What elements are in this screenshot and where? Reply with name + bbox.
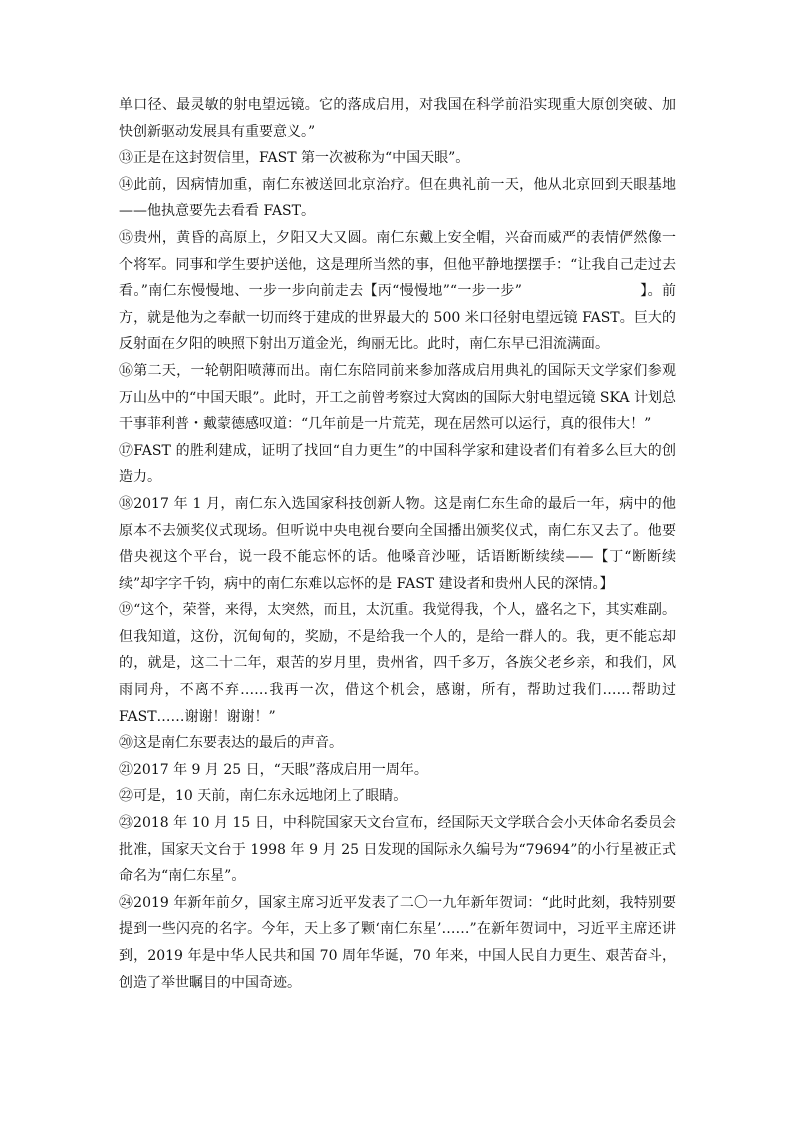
paragraph-22: ㉒可是，10 天前，南仁东永远地闭上了眼睛。 — [119, 788, 408, 805]
document-body — [119, 92, 676, 996]
paragraph-19: ⑲“这个，荣誉，来得，太突然，而且，太沉重。我觉得我，个人，盛名之下，其实难副。但我知道，这份，沉甸甸的，奖励，不是给我一个人的，是给一群人的。我，更不能忘却的，就是，这二十二年，艰苦的岁月里，贵州省，四千多万，各族父老乡亲，和我们，风雨同舟，不离不弃……我再一次，借这个机会，感谢，所有，帮助过我们……帮助过 FAST……谢谢！谢谢！” — [119, 602, 676, 725]
paragraph-23: ㉓2018 年 10 月 15 日，中科院国家天文台宣布，经国际天文学联合会小天体命名委员会批准，国家天文台于 1998 年 9 月 25 日发现的国际永久编号为“79694”的小行星被正式命名为“南仁东星”。 — [119, 815, 676, 885]
paragraph-15-part-2: 】。前方，就是他为之奉献一切而终于建成的世界最大的 500 米口径射电望远镜 FAST。巨大的反射面在夕阳的映照下射出万道金光，绚丽无比。此时，南仁东早已泪流满面。 — [119, 283, 676, 353]
paragraph-14: ⑭此前，因病情加重，南仁东被送回北京治疗。但在典礼前一天，他从北京回到天眼基地——他执意要先去看看 FAST。 — [119, 176, 676, 220]
paragraph-15 — [119, 225, 676, 358]
paragraph-continuation: 单口径、最灵敏的射电望远镜。它的落成启用，对我国在科学前沿实现重大原创突破、加快创新驱动发展具有重要意义。” — [119, 97, 676, 140]
paragraph-24: ㉔2019 年新年前夕，国家主席习近平发表了二〇一九年新年贺词：“此时此刻，我特别要提到一些闪亮的名字。今年，天上多了颗‘南仁东星’……”在新年贺词中，习近平主席还讲到，2019 年是中华人民共和国 70 周年华诞，70 年来，中国人民自力更生、艰苦奋斗，创造了举世瞩目的中国奇迹。 — [119, 894, 676, 991]
paragraph-17: ⑰FAST 的胜利建成，证明了找回“自力更生”的中国科学家和建设者们有着多么巨大的创造力。 — [119, 442, 676, 486]
paragraph-18: ⑱2017 年 1 月，南仁东入选国家科技创新人物。这是南仁东生命的最后一年，病中的他原本不去颁奖仪式现场。但听说中央电视台要向全国播出颁奖仪式，南仁东又去了。他要借央视这个平台，说一段不能忘怀的话。他嗓音沙哑，话语断断续续——【丁“断断续续”却字字千钧，病中的南仁东难以忘怀的是 FAST 建设者和贵州人民的深情。】 — [119, 495, 676, 592]
paragraph-20: ⑳这是南仁东要表达的最后的声音。 — [119, 735, 343, 752]
paragraph-16: ⑯第二天，一轮朝阳喷薄而出。南仁东陪同前来参加落成启用典礼的国际天文学家们参观万山丛中的“中国天眼”。此时，开工之前曾考察过大窝凼的国际大射电望远镜 SKA 计划总干事菲利普・戴蒙德感叹道：“几年前是一片荒芜，现在居然可以运行，真的很伟大！” — [119, 362, 676, 433]
paragraph-13: ⑬正是在这封贺信里，FAST 第一次被称为“中国天眼”。 — [119, 150, 470, 167]
paragraph-21: ㉑2017 年 9 月 25 日，“天眼”落成启用一周年。 — [119, 761, 428, 778]
paragraph-15-part-1: ⑮贵州，黄昏的高原上，夕阳又大又圆。南仁东戴上安全帽，兴奋而威严的表情俨然像一个将军。同事和学生要护送他，这是理所当然的事，但他平静地摆摆手：“让我自己走过去看。”南仁东慢慢地、一步一步向前走去【丙“慢慢地”“一步一步” — [119, 229, 676, 300]
